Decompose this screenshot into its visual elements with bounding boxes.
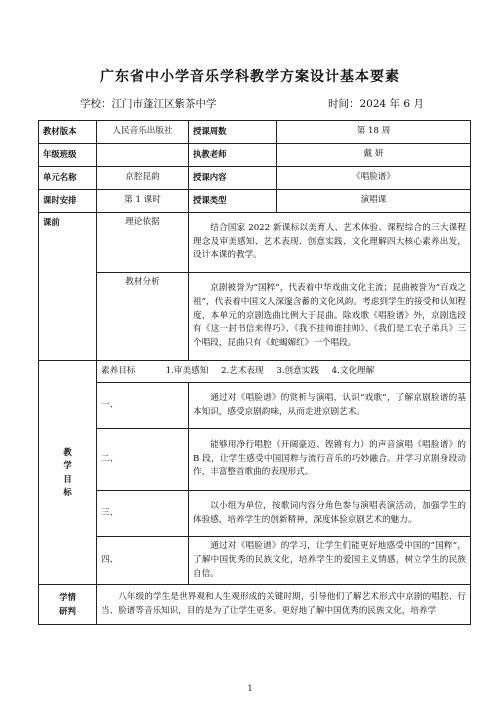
table-row: [39, 190, 471, 213]
student-analysis-text: 八年级的学生是世界观和人生观形成的关键时期，引导他们了解艺术形式中京剧的唱腔、行当、脸谱等音乐知识，目的是为了让学生更多、更好地了解中国优秀的民族文化，培养学: [97, 585, 471, 625]
literacy-item: 3.创意实践: [276, 365, 319, 376]
prelesson-label: 课前: [39, 213, 97, 361]
value-cell: 人民音乐出版社: [97, 121, 189, 144]
value-cell: 戴 妍: [277, 144, 471, 167]
label-cell: 执教老师: [189, 144, 277, 167]
theory-label: 理论依据: [97, 213, 189, 273]
goal-number: 四、: [97, 537, 189, 585]
goals-label: 教 学 目 标: [39, 361, 97, 585]
literacy-goals-label: 素养目标: [101, 365, 136, 376]
table-row: [39, 429, 471, 491]
value-cell: 京腔昆韵: [97, 167, 189, 190]
student-analysis-label: 学情 研判: [39, 585, 97, 625]
value-cell: 《唱脸谱》: [277, 167, 471, 190]
literacy-goals: [97, 361, 471, 383]
table-row: [39, 361, 471, 383]
goal-number: 一、: [97, 383, 189, 429]
label-cell: 单元名称: [39, 167, 97, 190]
table-row: [39, 213, 471, 273]
goal-text: 能够用净行唱腔（开阔豪迈、铿锵有力）的声音演唱《唱脸谱》的 B 段，让学生感受中国国粹与流行音乐的巧妙融合。并学习京剧身段动作，丰富整首歌曲的表现形式。: [189, 429, 471, 491]
value-cell: 第 1 课时: [97, 190, 189, 213]
label-cell: 授课类型: [189, 190, 277, 213]
goal-text: 以小组为单位，按歌词内容分角色参与演唱表演活动，加强学生的体验感，培养学生的创新精神，深度体验京剧艺术的魅力。: [189, 491, 471, 537]
table-row: [39, 537, 471, 585]
table-row: [39, 144, 471, 167]
date-info: 时间：2024 年 6 月: [328, 98, 424, 110]
school-name: 学校：江门市蓬江区紫茶中学: [80, 98, 217, 110]
label-cell: 教材版本: [39, 121, 97, 144]
goal-text: 通过对《唱脸谱》的赏析与演唱，认识“戏歌”，了解京剧脸谱的基本知识，感受京剧韵味，从而走进京剧艺术。: [189, 383, 471, 429]
table-row: [39, 121, 471, 144]
goal-text: 通过对《唱脸谱》的学习，让学生们能更好地感受中国的“国粹”，了解中国优秀的民族文化，培养学生的爱国主义情感，树立学生的民族自信。: [189, 537, 471, 585]
label-cell: 课时安排: [39, 190, 97, 213]
page-number: 1: [247, 684, 253, 693]
lesson-plan-table: [38, 120, 471, 625]
table-row: [39, 383, 471, 429]
material-analysis-label: 教材分析: [97, 273, 189, 361]
table-row: [39, 273, 471, 361]
label-cell: 授课周数: [189, 121, 277, 144]
literacy-item: 1.审美感知: [165, 365, 209, 376]
table-row: [39, 585, 471, 625]
table-row: [39, 491, 471, 537]
material-analysis-text: 京剧被誉为“国粹”，代表着中华戏曲文化主流；昆曲被誉为“百戏之祖”，代表着中国文人深邃含蓄的文化风韵。考虑到学生的接受和认知程度，本单元的京剧选曲比例大于昆曲。除戏歌《唱脸谱》外，京剧选段有《这一封书信来得巧》、《我不挂帅谁挂帅》、《我们是工农子弟兵》三个唱段，昆曲只有《蛇蝎媚红》一个唱段。: [189, 273, 471, 361]
literacy-item: 2.艺术表现: [221, 365, 264, 376]
goal-number: 三、: [97, 491, 189, 537]
literacy-item: 4.文化理解: [331, 365, 375, 376]
theory-text: 结合国家 2022 新课标以美育人、艺术体验、课程综合的三大课程理念及审美感知、艺术表现、创意实践、文化理解四大核心素养出发，设计本课的教学。: [189, 213, 471, 273]
page-title: 广东省中小学音乐学科教学方案设计基本要素: [100, 69, 400, 85]
label-cell: 年级班级: [39, 144, 97, 167]
goal-number: 二、: [97, 429, 189, 491]
value-cell: [97, 144, 189, 167]
table-row: [39, 167, 471, 190]
value-cell: 第 18 周: [277, 121, 471, 144]
value-cell: 演唱课: [277, 190, 471, 213]
label-cell: 授课内容: [189, 167, 277, 190]
